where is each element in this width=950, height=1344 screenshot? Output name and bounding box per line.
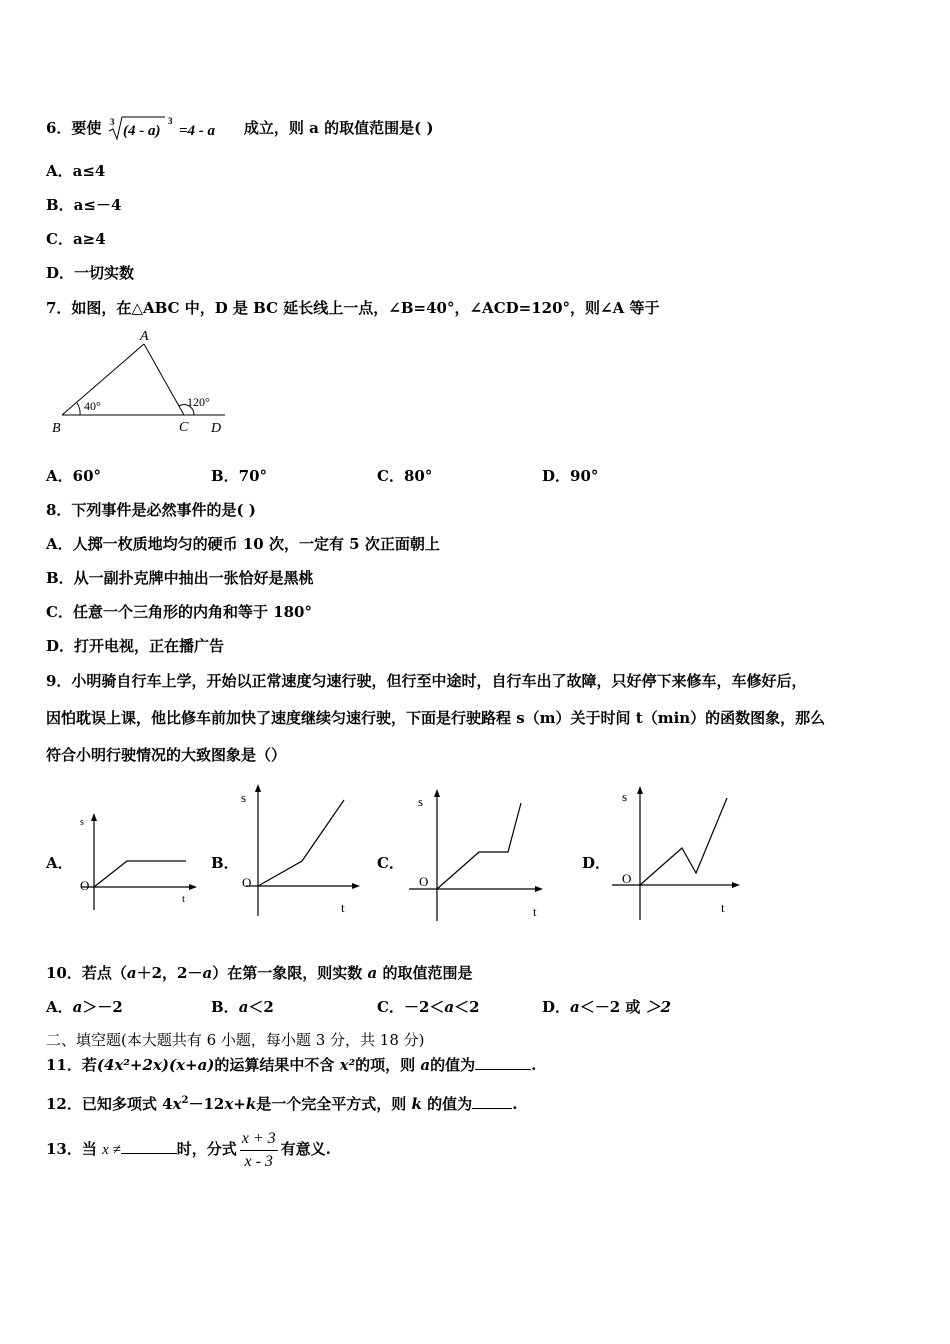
q10-end: 的取值范围是 — [382, 964, 473, 982]
q12-end: . — [512, 1095, 518, 1113]
q10-option-b[interactable] — [211, 997, 274, 1017]
q6-radical-expression — [107, 115, 239, 143]
q11-mid: 的运算结果中不含 — [214, 1056, 335, 1074]
q9-d-x-arrow — [732, 882, 740, 888]
q12-k2: k — [411, 1095, 422, 1113]
q12-suffix: 的值为 — [427, 1095, 473, 1113]
q10-c-text2: ＜2 — [454, 998, 480, 1016]
q6-option-b[interactable]: B．a≤－4 — [46, 196, 122, 214]
q9-a-y-arrow — [91, 813, 97, 821]
q7-label-c: C — [179, 420, 189, 435]
q9-b-y-arrow — [255, 784, 261, 792]
q9-d-t-label: t — [721, 900, 725, 915]
q9-a-t-label: t — [182, 893, 186, 905]
q11-prefix: 11．若 — [46, 1056, 97, 1074]
q13-suffix: 有意义. — [280, 1140, 331, 1158]
q7-segment-ab — [62, 344, 144, 415]
q10-mid2: ）在第一象限，则实数 — [212, 964, 363, 982]
q9-stem-line-2: 因怕耽误上课，他比修车前加快了速度继续匀速行驶，下面是行驶路程 s（m）关于时间 t（min）的函数图象，那么 — [46, 709, 826, 727]
q9-graph-b[interactable] — [236, 780, 366, 920]
q10-d-var2: ＞2 — [645, 998, 672, 1016]
q11-var: a — [420, 1056, 431, 1074]
q13-mid: 时，分式 — [176, 1140, 237, 1158]
q9-option-a-label[interactable]: A． — [46, 854, 73, 872]
q10-c-text1: －2＜ — [403, 998, 445, 1016]
q9-c-curve — [437, 803, 521, 889]
q10-d-text1: ＜－2 或 — [579, 998, 646, 1016]
q7-label-a: A — [140, 329, 149, 344]
q9-a-s-label: s — [80, 817, 84, 828]
q12-stem — [46, 1091, 517, 1114]
q11-stem — [46, 1055, 536, 1075]
q7-segment-ac — [144, 344, 184, 415]
q12-prefix: 12．已知多项式 4 — [46, 1095, 173, 1113]
q7-option-d[interactable]: D．90° — [542, 467, 599, 485]
q9-stem-line-1: 9．小明骑自行车上学，开始以正常速度匀速行驶，但行至中途时，自行车出了故障，只好停下来修车，车修好后， — [46, 672, 807, 690]
q13-answer-blank[interactable] — [121, 1139, 177, 1154]
q6-option-d[interactable]: D．一切实数 — [46, 264, 135, 282]
q9-b-curve — [258, 800, 344, 886]
q9-a-x-arrow — [189, 884, 197, 890]
q9-stem-line-3: 符合小明行驶情况的大致图象是（） — [46, 746, 287, 764]
q13-condition: x ≠ — [102, 1142, 121, 1158]
q13-stem — [46, 1127, 331, 1172]
q7-option-a[interactable]: A．60° — [46, 467, 102, 485]
q10-b-label: B． — [211, 998, 239, 1016]
q9-b-x-arrow — [352, 883, 360, 889]
q9-a-origin-label: O — [80, 878, 90, 893]
q9-b-s-label: s — [241, 790, 247, 805]
q7-label-b: B — [52, 421, 61, 436]
q12-x: x — [172, 1095, 182, 1113]
q10-d-label: D． — [542, 998, 571, 1016]
q7-angle-acd-label: 120° — [187, 395, 210, 409]
q10-a-text: ＞－2 — [82, 998, 123, 1016]
q9-graph-c[interactable] — [405, 785, 550, 925]
q10-var-a2: a — [202, 964, 213, 982]
q9-option-d-label[interactable]: D． — [582, 854, 611, 872]
q11-suffix: 的值为 — [430, 1056, 476, 1074]
q12-answer-blank[interactable] — [472, 1094, 512, 1109]
q9-option-c-label[interactable]: C． — [377, 854, 404, 872]
q12-k: k — [245, 1095, 257, 1113]
q9-c-x-arrow — [535, 886, 543, 892]
q12-mid: －12 — [188, 1095, 225, 1113]
q9-c-y-arrow — [434, 789, 440, 797]
q10-prefix: 10．若点（ — [46, 964, 127, 982]
q13-denominator: x - 3 — [244, 1152, 273, 1170]
q10-c-label: C． — [377, 998, 404, 1016]
q9-b-origin-label: O — [242, 875, 252, 890]
q9-d-s-label: s — [622, 789, 628, 804]
q11-mid2: 的项，则 — [355, 1056, 416, 1074]
q11-term: x² — [339, 1056, 356, 1074]
q6-option-a[interactable]: A．a≤4 — [46, 162, 106, 180]
q10-a-var: a — [72, 998, 83, 1016]
q9-c-origin-label: O — [419, 874, 429, 889]
q11-expr2: (x+a) — [168, 1056, 215, 1074]
q13-fraction — [240, 1130, 278, 1171]
q10-var-a: a — [126, 964, 137, 982]
q9-b-t-label: t — [341, 900, 345, 915]
q6-stem — [46, 115, 434, 143]
q10-var-a3: a — [367, 964, 378, 982]
q10-a-label: A． — [46, 998, 73, 1016]
q7-label-d: D — [211, 421, 222, 436]
q10-b-text: ＜2 — [248, 998, 274, 1016]
q12-x2: x — [224, 1095, 234, 1113]
q6-rhs: =4 - a — [178, 123, 215, 139]
q8-stem: 8．下列事件是必然事件的是( ) — [46, 501, 256, 519]
q10-stem — [46, 963, 472, 983]
section2-heading: 二、填空题(本大题共有 6 小题，每小题 3 分，共 18 分) — [46, 1031, 425, 1049]
q10-mid1: ＋2，2－ — [136, 964, 203, 982]
q7-option-b[interactable]: B．70° — [211, 467, 268, 485]
q7-triangle-figure — [48, 326, 233, 438]
q10-d-var: a — [570, 998, 580, 1016]
q9-c-s-label: s — [418, 794, 424, 809]
q9-option-b-label[interactable]: B． — [211, 854, 239, 872]
q10-option-c[interactable] — [377, 997, 480, 1017]
q8-option-d[interactable]: D．打开电视，正在播广告 — [46, 637, 225, 655]
q11-end: . — [531, 1056, 537, 1074]
q12-text: 是一个完全平方式，则 — [256, 1095, 407, 1113]
q6-suffix: 成立，则 a 的取值范围是( ) — [243, 119, 434, 137]
q9-c-t-label: t — [533, 904, 537, 919]
q7-option-c[interactable]: C．80° — [377, 467, 433, 485]
q13-prefix: 13．当 — [46, 1140, 97, 1158]
q6-number: 6．要使 — [46, 119, 102, 137]
q11-expr1: (4x²+2x) — [96, 1056, 169, 1074]
q9-d-origin-label: O — [622, 871, 632, 886]
q7-stem: 7．如图，在△ABC 中，D 是 BC 延长线上一点，∠B=40°，∠ACD=120°，则∠A 等于 — [46, 299, 660, 317]
q10-c-var: a — [444, 998, 455, 1016]
q9-graph-d[interactable] — [610, 782, 745, 922]
q6-option-c[interactable]: C．a≥4 — [46, 230, 106, 248]
q8-option-b[interactable]: B．从一副扑克牌中抽出一张恰好是黑桃 — [46, 569, 314, 587]
q8-option-a[interactable]: A．人掷一枚质地均匀的硬币 10 次，一定有 5 次正面朝上 — [46, 535, 440, 553]
q7-angle-b-arc — [77, 403, 80, 415]
q9-graph-a[interactable] — [74, 810, 200, 915]
q8-option-c[interactable]: C．任意一个三角形的内角和等于 180° — [46, 603, 312, 621]
q9-a-curve — [94, 861, 186, 887]
q10-option-d[interactable] — [542, 997, 671, 1017]
q7-angle-b-label: 40° — [84, 399, 101, 413]
q9-d-y-arrow — [637, 786, 643, 794]
q12-exponent: 2 — [181, 1095, 189, 1106]
q13-numerator: x + 3 — [240, 1130, 278, 1151]
q9-d-curve — [640, 798, 727, 885]
q11-answer-blank[interactable] — [475, 1055, 531, 1070]
q6-exponent: 3 — [167, 116, 173, 126]
q6-root-index: 3 — [109, 117, 115, 127]
q12-plus: + — [233, 1095, 246, 1113]
q10-option-a[interactable] — [46, 997, 123, 1017]
q6-radicand: (4 - a) — [122, 123, 161, 139]
q10-b-var: a — [238, 998, 249, 1016]
